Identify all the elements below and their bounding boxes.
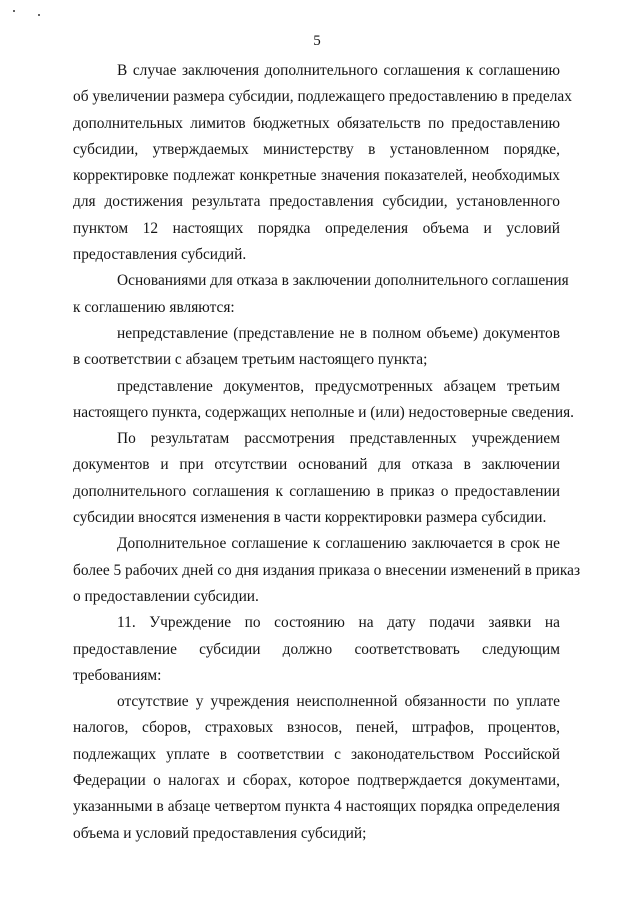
text-line: непредставление (представление не в полном объеме) документов [117,324,560,342]
text-line: субсидии, утверждаемых министерству в установленном порядке, [73,140,560,158]
text-line: Дополнительное соглашение к соглашению заключается в срок не [117,535,560,553]
text-line: для достижения результата предоставления субсидии, установленного [73,193,560,211]
text-line: подлежащих уплате в соответствии с законодательством Российской [73,745,560,763]
text-line: дополнительных лимитов бюджетных обязательств по предоставлению [73,114,560,132]
text-line: объема и условий предоставления субсидий; [73,824,367,842]
text-line: документов и при отсутствии оснований для отказа в заключении [73,456,560,474]
text-line: налогов, сборов, страховых взносов, пеней, штрафов, процентов, [73,719,560,737]
paragraph [73,531,581,610]
text-line: требованиям: [73,666,162,684]
text-line: пунктом 12 настоящих порядка определения объема и условий [73,219,560,237]
text-line: отсутствие у учреждения неисполненной обязанности по уплате [117,693,560,711]
text-line: о предоставлении субсидии. [73,587,259,605]
paragraph [73,321,560,374]
text-line: настоящего пункта, содержащих неполные и (или) недостоверные сведения. [73,403,575,421]
paragraph [73,58,572,268]
text-line: об увеличении размера субсидии, подлежащего предоставлению в пределах [73,88,572,106]
text-line: указанными в абзаце четвертом пункта 4 настоящих порядка определения [73,798,560,816]
document-body [73,58,581,847]
text-line: Федерации о налогах и сборах, которое подтверждается документами, [73,772,560,790]
text-line: дополнительного соглашения к соглашению в приказ о предоставлении [73,482,560,500]
text-line: более 5 рабочих дней со дня издания приказа о внесении изменений в приказ [73,561,581,579]
text-line: предоставление субсидии должно соответствовать следующим [73,640,560,658]
paragraph [73,610,560,689]
text-line: Основаниями для отказа в заключении дополнительного соглашения [117,272,569,290]
paragraph [73,374,575,427]
paragraph [73,426,560,531]
text-line: 11. Учреждение по состоянию на дату подачи заявки на [117,614,560,632]
scan-speck [13,10,15,12]
page-number: 5 [313,33,321,49]
paragraph [73,268,569,321]
text-line: субсидии вносятся изменения в части корректировки размера субсидии. [73,509,547,527]
text-line: к соглашению являются: [73,298,235,316]
text-line: в соответствии с абзацем третьим настоящего пункта; [73,351,428,369]
scan-speck [38,14,40,16]
text-line: представление документов, предусмотренных абзацем третьим [117,377,560,395]
paragraph [73,689,560,847]
text-line: По результатам рассмотрения представленных учреждением [117,430,560,448]
text-line: В случае заключения дополнительного соглашения к соглашению [117,62,560,79]
text-line: корректировке подлежат конкретные значения показателей, необходимых [73,167,560,185]
text-line: предоставления субсидий. [73,246,247,264]
